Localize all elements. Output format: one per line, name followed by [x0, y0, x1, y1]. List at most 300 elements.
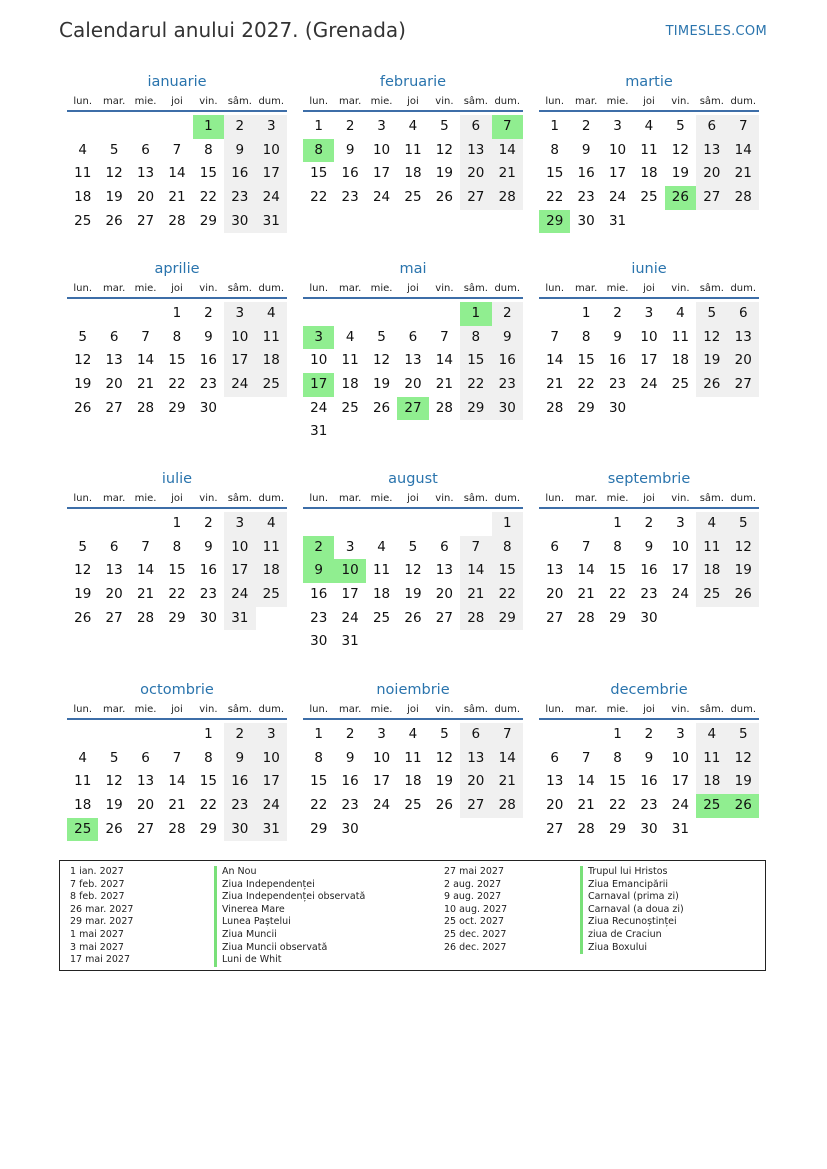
day-cell: 4: [78, 749, 87, 766]
legend-holiday-name: Ziua Muncii observată: [214, 942, 365, 955]
day-cell: 24: [341, 609, 359, 626]
day-cell: 4: [256, 302, 287, 326]
day-cell: 15: [577, 352, 595, 369]
day-cell: 11: [404, 749, 422, 766]
legend-holiday-date: 1 ian. 2027: [70, 866, 124, 877]
day-cell: 16: [310, 586, 328, 603]
day-grid: [539, 302, 759, 420]
legend-holiday-date: 25 dec. 2027: [444, 928, 507, 940]
legend-holiday-date: 26 dec. 2027: [444, 941, 507, 953]
day-cell: 6: [109, 538, 119, 555]
day-cell: 27: [136, 820, 155, 837]
day-cell: 19: [671, 165, 689, 182]
day-cell: 10: [310, 352, 328, 369]
legend-holiday-name: Trupul lui Hristos: [580, 866, 684, 879]
day-cell: 30: [224, 210, 255, 234]
day-cell: 21: [168, 797, 186, 814]
day-cell: 17: [256, 770, 287, 794]
day-cell: 11: [696, 536, 727, 560]
day-cell: 18: [341, 376, 359, 393]
day-cell: 7: [440, 328, 449, 345]
month-name: martie: [625, 74, 673, 90]
day-cell: 27: [105, 609, 123, 626]
day-cell: 4: [676, 305, 685, 321]
weekday-label: mie.: [370, 283, 393, 294]
weekday-label: lun.: [309, 283, 329, 294]
month-name: octombrie: [140, 682, 214, 698]
holiday-day-cell: 8: [303, 139, 334, 163]
weekday-header: [67, 94, 287, 112]
day-cell: 27: [728, 373, 759, 397]
legend-holiday-date: 17 mai 2027: [70, 954, 131, 966]
empty-cell: [161, 115, 192, 139]
day-cell: 17: [372, 165, 391, 182]
day-cell: 31: [310, 423, 328, 440]
day-cell: 21: [577, 797, 595, 814]
day-cell: 10: [372, 141, 391, 158]
legend-holiday-name: Ziua Independenței: [214, 879, 365, 892]
day-cell: 2: [345, 726, 355, 742]
day-cell: 7: [141, 328, 150, 345]
day-cell: 1: [204, 726, 213, 742]
legend-holiday-date: 27 mai 2027: [444, 866, 505, 877]
month-name: noiembrie: [376, 682, 450, 698]
day-cell: 22: [608, 797, 627, 814]
day-cell: 16: [577, 165, 595, 182]
day-cell: 3: [345, 538, 355, 555]
day-cell: 15: [310, 165, 328, 182]
month-martie: [539, 72, 759, 233]
legend-right-names: [580, 866, 684, 954]
day-cell: 18: [696, 559, 727, 583]
day-cell: 11: [256, 326, 287, 350]
empty-cell: [366, 302, 397, 326]
day-cell: 26: [105, 820, 123, 837]
day-cell: 28: [728, 186, 759, 210]
day-cell: 27: [105, 399, 123, 416]
day-cell: 14: [136, 352, 155, 369]
month-name: septembrie: [607, 471, 691, 487]
day-cell: 4: [696, 512, 727, 536]
day-cell: 10: [640, 328, 658, 345]
legend-holiday-name: ziua de Craciun: [580, 929, 684, 942]
empty-cell: [303, 512, 334, 536]
day-cell: 24: [608, 189, 627, 206]
weekday-header: [303, 702, 523, 720]
day-cell: 26: [404, 609, 422, 626]
day-cell: 14: [546, 352, 564, 369]
day-cell: 30: [640, 820, 658, 837]
day-cell: 13: [136, 773, 155, 790]
day-grid: [303, 115, 523, 210]
day-cell: 22: [577, 376, 595, 393]
day-cell: 7: [492, 723, 523, 747]
empty-cell: [67, 512, 98, 536]
day-cell: 28: [492, 794, 523, 818]
weekday-label: vin.: [199, 283, 218, 294]
day-cell: 8: [613, 749, 622, 766]
day-cell: 13: [435, 562, 453, 579]
site-brand-link[interactable]: TIMESLES.COM: [665, 24, 767, 39]
weekday-header: [303, 491, 523, 509]
day-cell: 24: [224, 583, 255, 607]
weekday-label: mie.: [134, 283, 157, 294]
day-cell: 12: [74, 352, 92, 369]
day-cell: 6: [408, 328, 418, 345]
day-cell: 22: [310, 189, 328, 206]
weekday-header: [303, 281, 523, 299]
day-cell: 27: [136, 212, 155, 229]
weekday-label: mar.: [103, 704, 126, 715]
day-cell: 19: [435, 165, 453, 182]
weekday-label: lun.: [73, 493, 93, 504]
day-cell: 11: [256, 536, 287, 560]
day-cell: 10: [224, 326, 255, 350]
day-cell: 15: [460, 349, 491, 373]
month-name: mai: [399, 261, 427, 277]
weekday-label: sâm.: [227, 704, 252, 715]
weekday-label: vin.: [671, 704, 690, 715]
month-noiembrie: [303, 680, 523, 841]
day-cell: 6: [728, 302, 759, 326]
weekday-label: joi: [643, 704, 655, 715]
month-name: iulie: [161, 471, 193, 487]
day-cell: 23: [341, 189, 359, 206]
day-cell: 30: [640, 609, 658, 626]
weekday-label: lun.: [545, 283, 565, 294]
day-cell: 25: [74, 212, 92, 229]
day-cell: 11: [640, 141, 658, 158]
day-cell: 17: [256, 162, 287, 186]
weekday-header: [67, 491, 287, 509]
day-cell: 8: [204, 749, 213, 766]
day-cell: 28: [136, 399, 155, 416]
day-cell: 5: [408, 538, 418, 555]
empty-cell: [366, 512, 397, 536]
weekday-label: mar.: [575, 493, 598, 504]
day-cell: 13: [136, 165, 155, 182]
day-cell: 16: [224, 770, 255, 794]
day-cell: 20: [404, 376, 422, 393]
weekday-label: joi: [643, 283, 655, 294]
day-cell: 4: [345, 328, 355, 345]
day-cell: 5: [696, 302, 727, 326]
day-grid: [539, 512, 759, 630]
day-cell: 19: [728, 559, 759, 583]
day-cell: 5: [377, 328, 386, 345]
weekday-label: dum.: [494, 493, 521, 504]
day-cell: 14: [168, 165, 186, 182]
empty-cell: [334, 512, 365, 536]
weekday-header: [303, 94, 523, 112]
day-cell: 18: [696, 770, 727, 794]
day-cell: 24: [671, 797, 689, 814]
weekday-label: dum.: [730, 283, 757, 294]
weekday-header: [539, 702, 759, 720]
day-cell: 15: [199, 165, 217, 182]
day-grid: [303, 723, 523, 841]
day-cell: 26: [74, 399, 92, 416]
day-cell: 5: [109, 749, 119, 766]
day-cell: 3: [256, 723, 287, 747]
day-cell: 22: [310, 797, 328, 814]
day-cell: 29: [168, 399, 186, 416]
weekday-label: joi: [643, 493, 655, 504]
weekday-label: mie.: [370, 96, 393, 107]
day-cell: 15: [608, 773, 627, 790]
weekday-label: lun.: [545, 96, 565, 107]
day-cell: 23: [608, 376, 627, 393]
day-cell: 25: [404, 797, 422, 814]
day-cell: 12: [671, 141, 689, 158]
weekday-label: mie.: [606, 704, 629, 715]
day-cell: 27: [460, 186, 491, 210]
day-cell: 31: [224, 607, 255, 631]
holiday-day-cell: 17: [303, 373, 334, 397]
day-cell: 10: [372, 749, 391, 766]
holiday-day-cell: 3: [303, 326, 334, 350]
legend-holiday-name: An Nou: [214, 866, 365, 879]
month-name: februarie: [379, 74, 447, 90]
legend-holiday-name: Lunea Paștelui: [214, 916, 365, 929]
day-cell: 24: [310, 399, 328, 416]
weekday-header: [67, 702, 287, 720]
day-cell: 16: [199, 562, 217, 579]
day-cell: 9: [644, 749, 654, 766]
day-cell: 23: [492, 373, 523, 397]
day-cell: 13: [105, 562, 123, 579]
day-cell: 21: [492, 770, 523, 794]
day-cell: 22: [492, 583, 523, 607]
day-cell: 17: [224, 559, 255, 583]
day-cell: 19: [74, 586, 92, 603]
legend-holiday-name: Carnaval (a doua zi): [580, 904, 684, 917]
weekday-label: vin.: [199, 96, 218, 107]
day-cell: 10: [671, 749, 689, 766]
empty-cell: [303, 302, 334, 326]
month-name: decembrie: [610, 682, 688, 698]
day-grid: [67, 512, 287, 630]
day-grid: [539, 723, 759, 841]
empty-cell: [67, 302, 98, 326]
day-cell: 7: [581, 749, 591, 766]
day-cell: 14: [728, 139, 759, 163]
day-cell: 10: [256, 139, 287, 163]
day-cell: 5: [676, 118, 685, 134]
day-grid: [303, 302, 523, 444]
day-cell: 7: [172, 141, 182, 158]
day-cell: 25: [404, 189, 422, 206]
day-cell: 5: [440, 726, 449, 742]
weekday-label: joi: [407, 493, 419, 504]
empty-cell: [67, 115, 98, 139]
empty-cell: [429, 512, 460, 536]
day-grid: [67, 115, 287, 233]
month-name: iunie: [631, 261, 667, 277]
day-cell: 7: [550, 328, 559, 345]
legend-holiday-date: 7 feb. 2027: [70, 878, 125, 890]
day-cell: 4: [78, 141, 87, 158]
day-cell: 24: [256, 186, 287, 210]
weekday-label: sâm.: [227, 96, 252, 107]
day-cell: 2: [204, 305, 213, 321]
legend-holiday-date: 25 oct. 2027: [444, 916, 505, 928]
day-cell: 23: [341, 797, 359, 814]
day-cell: 2: [644, 726, 654, 742]
month-octombrie: [67, 680, 287, 841]
legend-holiday-date: 26 mar. 2027: [70, 903, 134, 915]
day-cell: 15: [608, 562, 627, 579]
weekday-label: vin.: [199, 704, 218, 715]
weekday-label: dum.: [258, 96, 285, 107]
day-cell: 22: [168, 586, 186, 603]
day-cell: 5: [78, 328, 87, 345]
day-cell: 11: [372, 562, 391, 579]
day-cell: 8: [314, 749, 323, 766]
day-cell: 19: [696, 349, 727, 373]
day-cell: 23: [199, 376, 217, 393]
day-cell: 25: [640, 189, 658, 206]
day-cell: 22: [608, 586, 627, 603]
weekday-label: mie.: [134, 96, 157, 107]
day-cell: 2: [224, 115, 255, 139]
day-cell: 5: [109, 141, 119, 158]
day-cell: 21: [492, 162, 523, 186]
day-cell: 19: [372, 376, 391, 393]
legend-holiday-date: 29 mar. 2027: [70, 916, 134, 928]
day-grid: [539, 115, 759, 233]
day-cell: 29: [168, 609, 186, 626]
day-cell: 25: [256, 373, 287, 397]
weekday-header: [539, 281, 759, 299]
day-cell: 29: [310, 820, 328, 837]
day-grid: [303, 512, 523, 654]
weekday-label: joi: [407, 96, 419, 107]
day-cell: 16: [640, 562, 658, 579]
day-cell: 26: [435, 797, 453, 814]
day-cell: 3: [377, 118, 386, 134]
day-cell: 7: [728, 115, 759, 139]
day-cell: 3: [676, 726, 685, 742]
day-cell: 14: [136, 562, 155, 579]
weekday-label: lun.: [73, 704, 93, 715]
empty-cell: [334, 302, 365, 326]
day-cell: 4: [644, 118, 654, 134]
weekday-label: vin.: [435, 704, 454, 715]
day-cell: 3: [224, 302, 255, 326]
day-cell: 18: [404, 165, 422, 182]
day-cell: 23: [640, 586, 658, 603]
day-cell: 6: [109, 328, 119, 345]
day-cell: 13: [728, 326, 759, 350]
day-cell: 20: [546, 797, 564, 814]
day-cell: 25: [696, 583, 727, 607]
day-cell: 19: [435, 773, 453, 790]
weekday-label: mar.: [103, 493, 126, 504]
day-cell: 16: [224, 162, 255, 186]
day-cell: 13: [546, 773, 564, 790]
day-cell: 20: [435, 586, 453, 603]
day-cell: 28: [492, 186, 523, 210]
day-cell: 10: [224, 536, 255, 560]
day-cell: 14: [492, 747, 523, 771]
day-cell: 3: [676, 515, 685, 531]
day-cell: 8: [204, 141, 213, 158]
day-cell: 15: [546, 165, 564, 182]
day-cell: 18: [640, 165, 658, 182]
day-cell: 6: [440, 538, 449, 555]
legend-left-dates: [70, 866, 133, 967]
day-cell: 30: [577, 212, 595, 229]
day-cell: 8: [460, 326, 491, 350]
day-cell: 9: [224, 747, 255, 771]
day-cell: 23: [577, 189, 595, 206]
weekday-label: mie.: [370, 704, 393, 715]
day-cell: 3: [224, 512, 255, 536]
day-cell: 6: [460, 115, 491, 139]
day-cell: 4: [408, 118, 418, 134]
day-cell: 16: [341, 773, 359, 790]
day-cell: 9: [204, 328, 213, 345]
legend-holiday-date: 10 aug. 2027: [444, 903, 508, 915]
day-cell: 17: [224, 349, 255, 373]
month-name: aprilie: [154, 261, 200, 277]
day-cell: 6: [460, 723, 491, 747]
empty-cell: [429, 302, 460, 326]
weekday-label: sâm.: [227, 283, 252, 294]
day-cell: 13: [696, 139, 727, 163]
day-cell: 2: [644, 515, 654, 531]
day-cell: 20: [728, 349, 759, 373]
weekday-label: sâm.: [699, 493, 724, 504]
empty-cell: [130, 723, 161, 747]
weekday-label: dum.: [494, 283, 521, 294]
day-cell: 8: [172, 538, 182, 555]
day-cell: 28: [168, 212, 186, 229]
weekday-label: joi: [407, 283, 419, 294]
day-cell: 26: [728, 583, 759, 607]
weekday-label: mie.: [134, 704, 157, 715]
day-cell: 30: [199, 399, 217, 416]
weekday-label: vin.: [435, 283, 454, 294]
weekday-label: joi: [643, 96, 655, 107]
day-cell: 24: [256, 794, 287, 818]
day-cell: 8: [613, 538, 622, 555]
day-cell: 16: [492, 349, 523, 373]
legend-holiday-name: Ziua Emancipării: [580, 879, 684, 892]
day-cell: 10: [671, 538, 689, 555]
weekday-label: sâm.: [463, 96, 488, 107]
page-title: Calendarul anului 2027. (Grenada): [59, 18, 406, 42]
day-cell: 25: [671, 376, 689, 393]
day-cell: 17: [640, 352, 658, 369]
weekday-label: mie.: [134, 493, 157, 504]
day-cell: 22: [546, 189, 564, 206]
day-cell: 14: [460, 559, 491, 583]
day-cell: 9: [644, 538, 654, 555]
day-cell: 20: [460, 162, 491, 186]
day-cell: 9: [345, 749, 355, 766]
month-mai: [303, 259, 523, 444]
weekday-label: vin.: [671, 493, 690, 504]
day-cell: 11: [404, 141, 422, 158]
day-grid: [67, 302, 287, 420]
day-cell: 24: [372, 189, 391, 206]
day-cell: 16: [640, 773, 658, 790]
weekday-label: mar.: [575, 283, 598, 294]
day-cell: 9: [581, 141, 591, 158]
day-cell: 18: [74, 189, 92, 206]
